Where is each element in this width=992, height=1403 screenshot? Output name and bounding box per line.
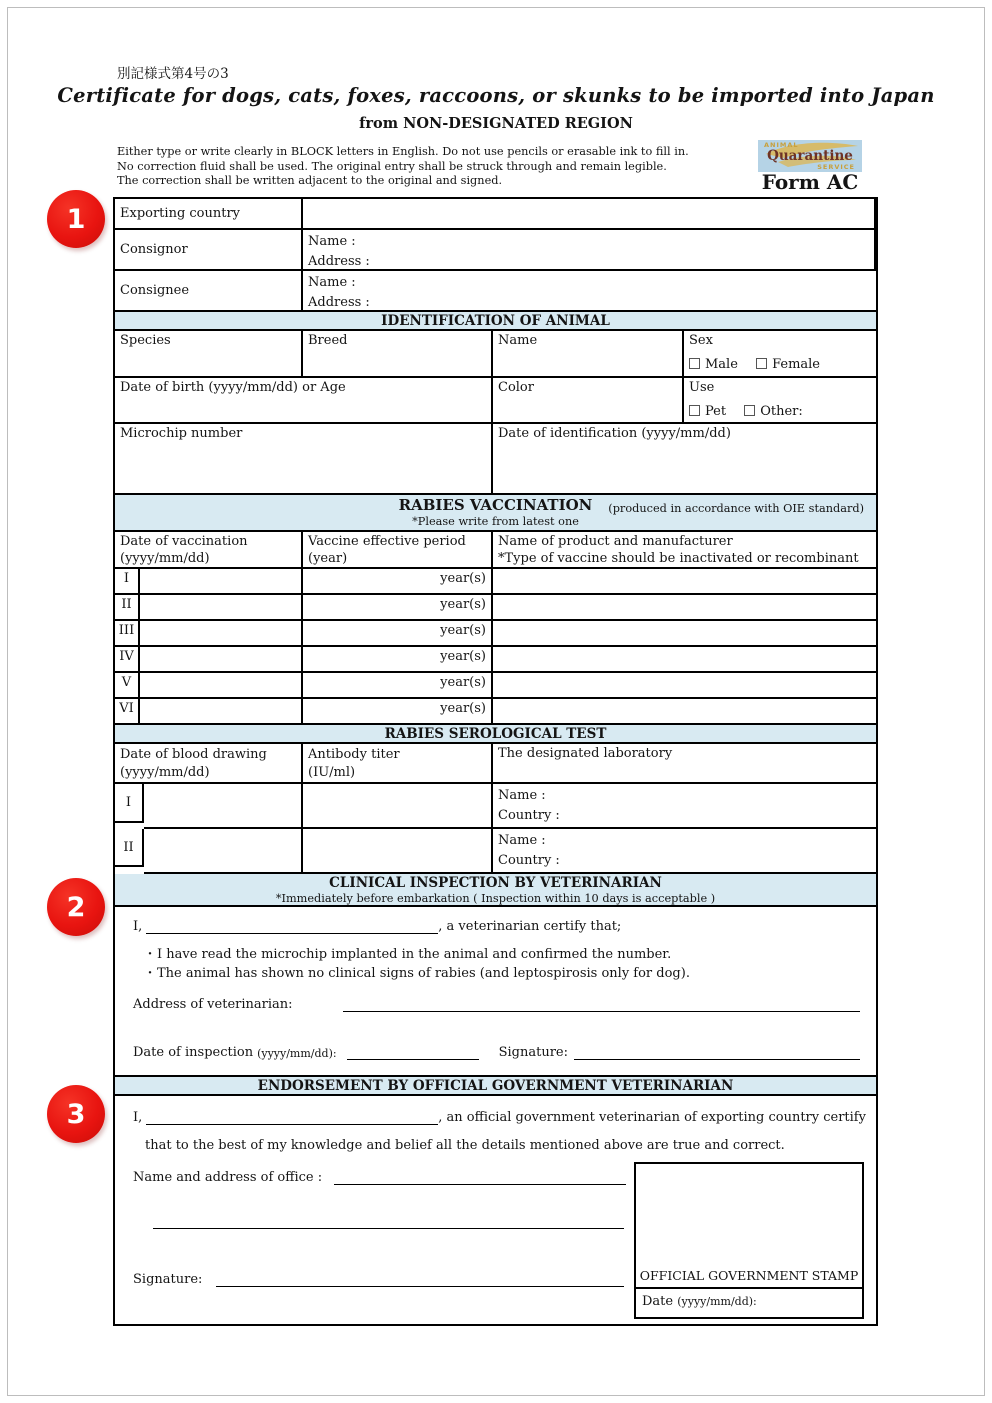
vaccination-title-line [115, 495, 876, 515]
vaccination-product-cell[interactable] [493, 699, 876, 725]
color-label: Color [498, 380, 534, 395]
date-identification-label: Date of identification (yyyy/mm/dd) [498, 426, 731, 441]
vaccination-product-cell[interactable] [493, 569, 876, 595]
official-signature-field[interactable] [216, 1270, 624, 1287]
instructions-text [117, 145, 689, 189]
serology-section-title: RABIES SEROLOGICAL TEST [115, 725, 876, 744]
serology-col-date-line1: Date of blood drawing [120, 747, 267, 762]
consignee-name-label: Name : [308, 275, 356, 290]
clinical-i-label: I, [133, 919, 143, 934]
veterinarian-address-field[interactable] [343, 995, 860, 1012]
consignee-address-label: Address : [308, 294, 370, 310]
clinical-date-format: (yyyy/mm/dd): [257, 1047, 337, 1060]
clinical-bullet-1 [143, 947, 671, 962]
dob-cell[interactable] [115, 378, 493, 424]
bullet-dot-icon: · [147, 947, 153, 962]
use-options [689, 404, 871, 419]
vaccination-unit-label: year(s) [440, 571, 486, 586]
clinical-section-title: CLINICAL INSPECTION BY VETERINARIAN [329, 875, 662, 891]
serology-row-numeral: II [115, 829, 144, 867]
clinical-section-header [115, 874, 876, 907]
pet-label: Pet [705, 404, 727, 419]
endorsement-certify-line-2: that to the best of my knowledge and belief all the details mentioned above are true and correct. [145, 1138, 785, 1153]
vaccination-sub-note: *Please write from latest one [412, 515, 579, 528]
endorsement-i-label: I, [133, 1110, 143, 1125]
vaccination-date-cell[interactable] [140, 621, 303, 647]
clinical-sub-note: *Immediately before embarkation ( Inspection within 10 days is acceptable ) [275, 892, 716, 905]
vaccination-product-cell[interactable] [493, 647, 876, 673]
stamp-date-row[interactable] [636, 1287, 862, 1317]
vaccination-col-date-line2: (yyyy/mm/dd) [120, 550, 210, 566]
species-label: Species [120, 333, 171, 348]
office-address-field[interactable] [153, 1212, 624, 1229]
vaccination-period-cell[interactable] [303, 569, 493, 595]
instruction-line-1: Either type or write clearly in BLOCK letters in English. Do not use pencils or erasable ink to fill in. [117, 145, 689, 158]
veterinarian-signature-field[interactable] [574, 1043, 860, 1060]
identification-section [115, 312, 876, 495]
endorsement-section-title: ENDORSEMENT BY OFFICIAL GOVERNMENT VETERINARIAN [115, 1077, 876, 1096]
other-checkbox[interactable] [744, 405, 755, 416]
clinical-address-label: Address of veterinarian: [133, 997, 293, 1012]
vaccination-unit-label: year(s) [440, 623, 486, 638]
serology-titer-cell[interactable] [303, 829, 493, 874]
logo-top-word: ANIMAL [764, 141, 799, 149]
vaccination-col-date [115, 532, 303, 569]
use-pet-option [689, 404, 726, 419]
clinical-section [115, 874, 876, 1077]
vaccination-period-cell[interactable] [303, 595, 493, 621]
sex-cell [684, 331, 876, 378]
use-cell [684, 378, 876, 424]
color-cell[interactable] [493, 378, 684, 424]
consignor-value-cell[interactable] [303, 230, 876, 271]
vaccination-col-product-line1: Name of product and manufacturer [498, 534, 733, 549]
serology-section [115, 725, 876, 874]
vaccination-date-cell[interactable] [140, 595, 303, 621]
clinical-body [115, 907, 876, 1077]
step-marker-3 [47, 1085, 105, 1143]
clinical-date-signature-row [133, 1043, 860, 1060]
vaccination-col-period-line1: Vaccine effective period [308, 534, 466, 549]
serology-titer-cell[interactable] [303, 784, 493, 829]
vaccination-col-product [493, 532, 876, 569]
serology-lab-country-label: Country : [498, 852, 560, 868]
instruction-line-2: No correction fluid shall be used. The original entry shall be struck through and remain legible. [117, 159, 667, 173]
serology-date-cell[interactable] [144, 829, 303, 874]
exporting-country-value-cell[interactable] [303, 199, 876, 230]
vaccination-row-numeral: IV [115, 647, 140, 673]
breed-cell[interactable] [303, 331, 493, 378]
vaccination-period-cell[interactable] [303, 621, 493, 647]
vaccination-section [115, 495, 876, 725]
quarantine-logo [758, 140, 862, 172]
vaccination-row-numeral: VI [115, 699, 140, 725]
female-label: Female [772, 357, 820, 372]
stamp-date-format: (yyyy/mm/dd): [677, 1295, 757, 1308]
instruction-line-3: The correction shall be written adjacent to the original and signed. [117, 174, 503, 188]
sex-options [689, 357, 871, 372]
step-marker-1-number: 1 [66, 203, 86, 235]
serology-row-numeral: I [115, 784, 144, 823]
vaccination-product-cell[interactable] [493, 621, 876, 647]
logo-word: Quarantine [767, 148, 853, 164]
male-label: Male [705, 357, 738, 372]
endorsement-signature-row [133, 1270, 624, 1287]
use-other-option [744, 404, 803, 419]
sex-female-option [756, 357, 820, 372]
vaccination-date-cell[interactable] [140, 569, 303, 595]
vaccination-row-numeral: II [115, 595, 140, 621]
vaccination-product-cell[interactable] [493, 595, 876, 621]
consignee-label: Consignee [115, 271, 303, 312]
dob-label: Date of birth (yyyy/mm/dd) or Age [120, 380, 346, 395]
endorsement-certify-row [133, 1108, 866, 1125]
serology-col-lab: The designated laboratory [493, 744, 876, 784]
serology-date-cell[interactable] [144, 784, 303, 829]
serology-header-row [115, 744, 876, 784]
vaccination-row-numeral: III [115, 621, 140, 647]
vaccination-period-cell[interactable] [303, 699, 493, 725]
clinical-bullet-2-text: The animal has shown no clinical signs of rabies (and leptospirosis only for dog). [157, 966, 690, 981]
clinical-bullet-2 [143, 966, 690, 981]
serology-lab-name-label: Name : [498, 788, 546, 803]
step-marker-2-number: 2 [66, 891, 86, 923]
identification-section-title: IDENTIFICATION OF ANIMAL [115, 312, 876, 331]
vaccination-unit-label: year(s) [440, 649, 486, 664]
clinical-address-row [133, 995, 860, 1012]
clinical-certify-text: , a veterinarian certify that; [438, 919, 622, 934]
vaccination-row-numeral: I [115, 569, 140, 595]
use-label: Use [689, 380, 715, 395]
vaccination-date-cell[interactable] [140, 673, 303, 699]
step-marker-1 [47, 190, 105, 248]
form-code-jp: 別記様式第4号の3 [117, 66, 229, 82]
vaccination-period-cell[interactable] [303, 647, 493, 673]
vaccination-date-cell[interactable] [140, 647, 303, 673]
clinical-bullet-1-text: I have read the microchip implanted in the animal and confirmed the number. [157, 947, 672, 962]
serology-col-titer [303, 744, 493, 784]
serology-lab-name-label: Name : [498, 833, 546, 848]
vaccination-period-cell[interactable] [303, 673, 493, 699]
vaccination-col-date-line1: Date of vaccination [120, 534, 248, 549]
consignor-address-label: Address : [308, 253, 370, 269]
vaccination-section-header [115, 495, 876, 532]
date-identification-cell[interactable] [493, 424, 876, 495]
breed-label: Breed [308, 333, 348, 348]
step-marker-3-number: 3 [66, 1098, 86, 1130]
clinical-signature-label: Signature: [498, 1045, 568, 1060]
endorsement-certify-text-1: , an official government veterinarian of exporting country certify [438, 1110, 866, 1125]
vaccination-unit-label: year(s) [440, 597, 486, 612]
vaccination-unit-label: year(s) [440, 675, 486, 690]
stamp-area[interactable] [636, 1164, 862, 1268]
vaccination-col-period [303, 532, 493, 569]
serology-col-titer-line2: (IU/ml) [308, 765, 356, 780]
office-name-field[interactable] [334, 1168, 626, 1185]
clinical-date-label: Date of inspection [133, 1045, 254, 1060]
stamp-label: OFFICIAL GOVERNMENT STAMP [639, 1268, 859, 1283]
exporting-country-label: Exporting country [115, 199, 303, 230]
vaccination-rows [115, 569, 876, 725]
page-title: Certificate for dogs, cats, foxes, raccoons, or skunks to be imported into Japan [57, 84, 935, 107]
serology-lab-country-label: Country : [498, 807, 560, 823]
vaccination-section-title: RABIES VACCINATION [398, 496, 593, 514]
species-cell[interactable] [115, 331, 303, 378]
form-label: Form AC [761, 170, 859, 194]
endorsement-signature-label: Signature: [133, 1272, 203, 1287]
certificate-form-table [113, 197, 878, 1326]
serology-lab-cell[interactable] [493, 829, 876, 874]
bullet-dot-icon: · [147, 966, 153, 981]
vaccination-row-numeral: V [115, 673, 140, 699]
inspection-date-field[interactable] [347, 1043, 479, 1060]
endorsement-office-row [133, 1168, 626, 1185]
veterinarian-name-field[interactable] [146, 917, 438, 934]
animal-name-cell[interactable] [493, 331, 684, 378]
serology-col-date [115, 744, 303, 784]
stamp-date-label: Date [642, 1294, 674, 1309]
female-checkbox[interactable] [756, 358, 767, 369]
male-checkbox[interactable] [689, 358, 700, 369]
page-subtitle: from NON-DESIGNATED REGION [359, 115, 633, 132]
logo-bottom-word: SERVICE [817, 163, 855, 171]
serology-col-titer-line1: Antibody titer [308, 747, 400, 762]
endorsement-section [115, 1077, 876, 1324]
serology-lab-cell[interactable] [493, 784, 876, 829]
vaccination-unit-label: year(s) [440, 701, 486, 716]
vaccination-date-cell[interactable] [140, 699, 303, 725]
microchip-label: Microchip number [120, 426, 243, 441]
vaccination-oie-note: (produced in accordance with OIE standard) [608, 502, 864, 515]
vaccination-header-row [115, 532, 876, 569]
official-veterinarian-name-field[interactable] [146, 1108, 438, 1125]
sex-male-option [689, 357, 738, 372]
animal-name-label: Name [498, 333, 538, 348]
official-stamp-box [634, 1162, 864, 1319]
clinical-certify-row [133, 917, 621, 934]
vaccination-col-period-line2: (year) [308, 550, 348, 566]
serology-rows [115, 784, 876, 874]
serology-col-date-line2: (yyyy/mm/dd) [120, 765, 210, 780]
step-marker-2 [47, 878, 105, 936]
consignor-name-label: Name : [308, 234, 356, 249]
sex-label: Sex [689, 333, 713, 348]
identification-grid [115, 331, 876, 495]
consignor-label: Consignor [115, 230, 303, 271]
pet-checkbox[interactable] [689, 405, 700, 416]
vaccination-col-product-line2: *Type of vaccine should be inactivated or recombinant [498, 550, 859, 566]
vaccination-product-cell[interactable] [493, 673, 876, 699]
basic-info-section [115, 199, 876, 312]
microchip-cell[interactable] [115, 424, 493, 495]
endorsement-body [115, 1096, 876, 1324]
consignee-value-cell[interactable] [303, 271, 876, 312]
other-label: Other: [760, 404, 803, 419]
endorsement-office-label: Name and address of office : [133, 1170, 323, 1185]
